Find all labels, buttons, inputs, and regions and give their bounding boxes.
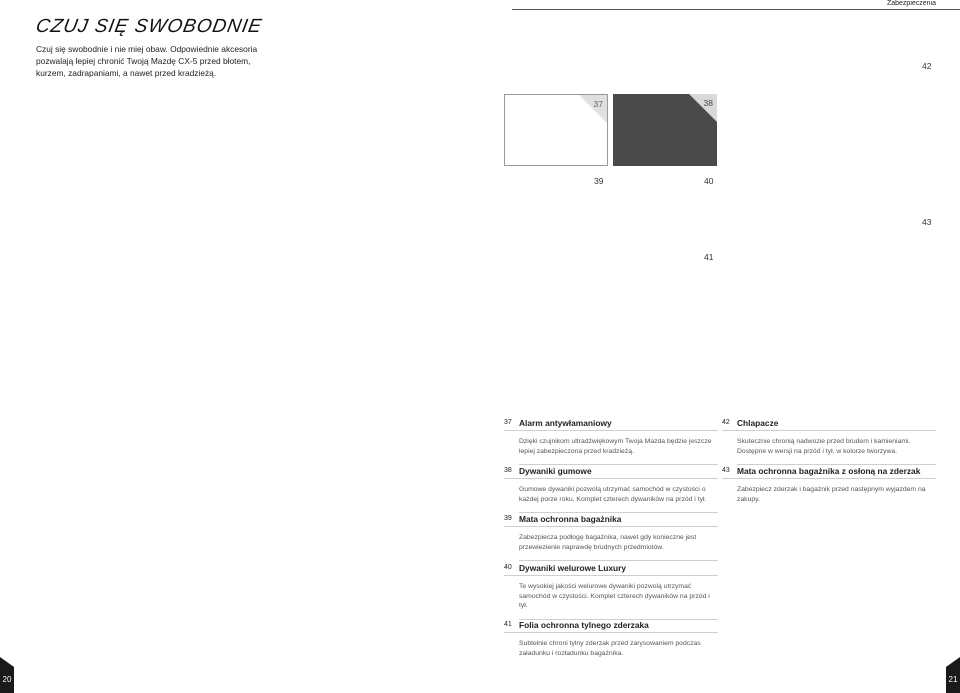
section-label: Zabezpieczenia	[886, 0, 936, 7]
item-description: Te wysokiej jakości welurowe dywaniki pozwolą utrzymać samochód w czystości. Komplet czterech dywaników na przód i tył.	[519, 583, 710, 609]
item-40	[504, 560, 718, 620]
photo-number: 38	[703, 98, 713, 108]
item-38	[504, 463, 718, 513]
page-header	[512, 0, 960, 10]
item-number: 41	[504, 621, 512, 628]
figure-label-41: 41	[704, 252, 714, 262]
item-description: Zabezpiecz zderzak i bagażnik przed następnym wyjazdem na zakupy.	[737, 486, 926, 503]
item-number: 43	[722, 467, 730, 474]
headline: CZUJ SIĘ SWOBODNIE	[34, 16, 264, 37]
item-41	[504, 617, 718, 658]
item-37	[504, 415, 718, 465]
figure-label-39: 39	[594, 176, 604, 186]
item-42	[722, 415, 936, 465]
item-title: Chlapacze	[737, 417, 779, 428]
figure-label-40: 40	[704, 176, 714, 186]
item-title: Dywaniki welurowe Luxury	[519, 562, 627, 573]
item-description: Subtelnie chroni tylny zderzak przed zarysowaniem podczas załadunku i rozładunku bagażnika.	[519, 640, 701, 657]
item-number: 40	[504, 564, 512, 571]
item-number: 38	[504, 467, 512, 474]
item-title: Alarm antywłamaniowy	[519, 417, 612, 428]
figure-label-42: 42	[922, 61, 932, 71]
item-43	[722, 463, 936, 504]
item-title: Folia ochronna tylnego zderzaka	[519, 619, 649, 630]
item-title: Mata ochronna bagażnika	[519, 513, 622, 524]
item-description: Gumowe dywaniki pozwolą utrzymać samochód w czystości o każdej porze roku. Komplet czterech dywaników na przód i tył.	[519, 486, 707, 503]
item-description: Dzięki czujnikom ultradźwiękowym Twoja Mazda będzie jeszcze lepiej zabezpieczona przed kradzieżą.	[519, 438, 712, 455]
item-39	[504, 511, 718, 561]
page-number-left: 20	[0, 667, 14, 693]
intro-text: Czuj się swobodnie i nie miej obaw. Odpowiednie akcesoria pozwalają lepiej chronić Twoją Mazdę CX-5 przed błotem, kurzem, zadrapaniami, a nawet przed kradzieżą.	[36, 44, 258, 78]
item-description: Skutecznie chronią nadwozie przed brudem i kamieniami. Dostępne w wersji na przód i tył, w kolorze tworzywa.	[737, 438, 911, 455]
item-number: 42	[722, 419, 730, 426]
item-number: 37	[504, 419, 512, 426]
photo-37	[504, 94, 608, 166]
item-title: Dywaniki gumowe	[519, 465, 592, 476]
item-title: Mata ochronna bagażnika z osłoną na zderzak	[737, 465, 921, 476]
page-number-right: 21	[946, 667, 960, 693]
photo-number: 37	[593, 99, 603, 109]
photo-38	[613, 94, 717, 166]
item-description: Zabezpiecza podłogę bagażnika, nawet gdy konieczne jest przewiezienie naprawdę brudnych przedmiotów.	[519, 534, 697, 551]
figure-label-43: 43	[922, 217, 932, 227]
item-number: 39	[504, 515, 512, 522]
